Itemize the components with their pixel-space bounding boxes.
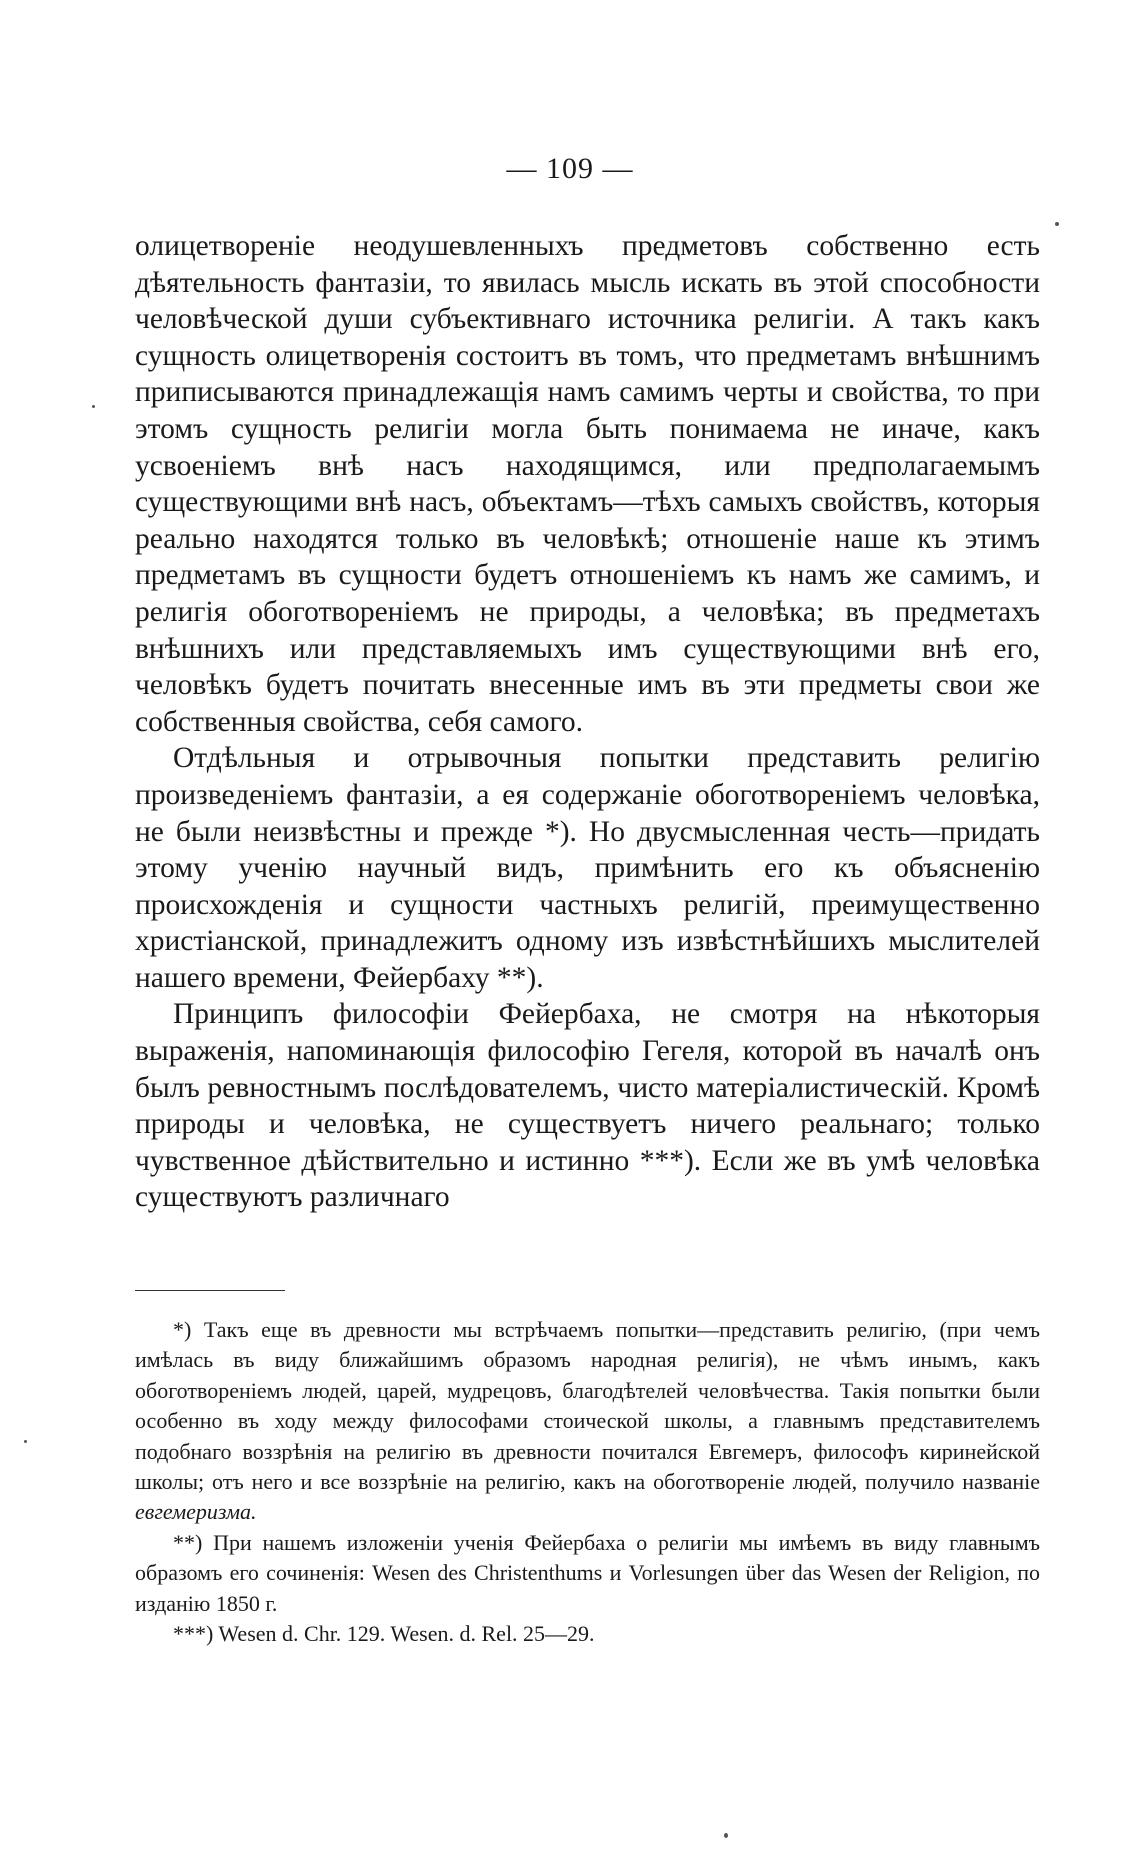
ink-speck <box>24 1440 27 1443</box>
ink-speck <box>1055 222 1059 226</box>
footnotes <box>135 1315 1040 1649</box>
footnote-3: ***) Wesen d. Chr. 129. Wesen. d. Rel. 25—29. <box>173 1621 595 1647</box>
paragraph-1: олицетвореніе неодушевленныхъ предметовъ собственно есть дѣятельность фантазіи, то явилась мысль искать въ этой способности человѣческой души субъективнаго источника религіи. А такъ какъ сущность олицетворенія состоитъ въ томъ, что предметамъ внѣшнимъ приписываются принадлежащія намъ самимъ черты и свойства, то при этомъ сущность религіи могла быть понимаема не иначе, какъ усвоеніемъ внѣ насъ находящимся, или предполагаемымъ существующими внѣ насъ, объектамъ—тѣхъ самыхъ свойствъ, которыя реально находятся только въ человѣкѣ; отношеніе наше къ этимъ предметамъ въ сущности будетъ отношеніемъ къ намъ же самимъ, и религія обоготвореніемъ не природы, а человѣка; въ предметахъ внѣшнихъ или представляемыхъ имъ существующими внѣ его, человѣкъ будетъ почитать внесенные имъ въ эти предметы свои же собственныя свойства, себя самого. <box>135 230 1040 738</box>
footnote-1 <box>135 1315 1040 1528</box>
ink-speck <box>724 1833 728 1838</box>
footnote-1-text: *) Такъ еще въ древности мы встрѣчаемъ попытки—представить религію, (при чемъ имѣлась въ виду ближайшимъ образомъ народная религія), не чѣмъ инымъ, какъ обоготвореніемъ людей, царей, мудрецовъ, благодѣтелей человѣчества. Такія попытки были особенно въ ходу между философами стоической школы, а главнымъ представителемъ подобнаго воззрѣнія на религію въ древности почитался Евгемеръ, философъ киринейской школы; отъ него и все воззрѣніе на религію, какъ на обоготвореніе людей, получило названіе <box>135 1317 1040 1495</box>
paragraph-3: Принципъ философіи Фейербаха, не смотря на нѣкоторыя выраженія, напоминающія философію Гегеля, которой въ началѣ онъ былъ ревностнымъ послѣдователемъ, чисто матеріалистическій. Кромѣ природы и человѣка, не существуетъ ничего реальнаго; только чувственное дѣйствительно и истинно ***). Если же въ умѣ человѣка существуютъ различнаго <box>135 998 1040 1214</box>
paragraph-2: Отдѣльныя и отрывочныя попытки представить религію произведеніемъ фантазіи, а ея содержаніе обоготвореніемъ человѣка, не были неизвѣстны и прежде *). Но двусмысленная честь—придать этому ученію научный видъ, примѣнить его къ объясненію происхожденія и сущности частныхъ религій, преимущественно христіанской, принадлежитъ одному изъ извѣстнѣйшихъ мыслителей нашего времени, Фейербаху **). <box>135 742 1040 994</box>
footnote-separator <box>135 1290 285 1291</box>
footnote-2: **) При нашемъ изложеніи ученія Фейербаха о религіи мы имѣемъ въ виду главнымъ образомъ его сочиненія: Wesen des Christenthums и Vorlesungen über das Wesen der Religion, по изданію 1850 г. <box>135 1529 1040 1616</box>
page-number: — 109 — <box>506 152 634 185</box>
body-text <box>135 228 1040 1216</box>
ink-speck <box>92 405 95 408</box>
footnote-1-italic-term: евгемеризма. <box>135 1499 257 1525</box>
